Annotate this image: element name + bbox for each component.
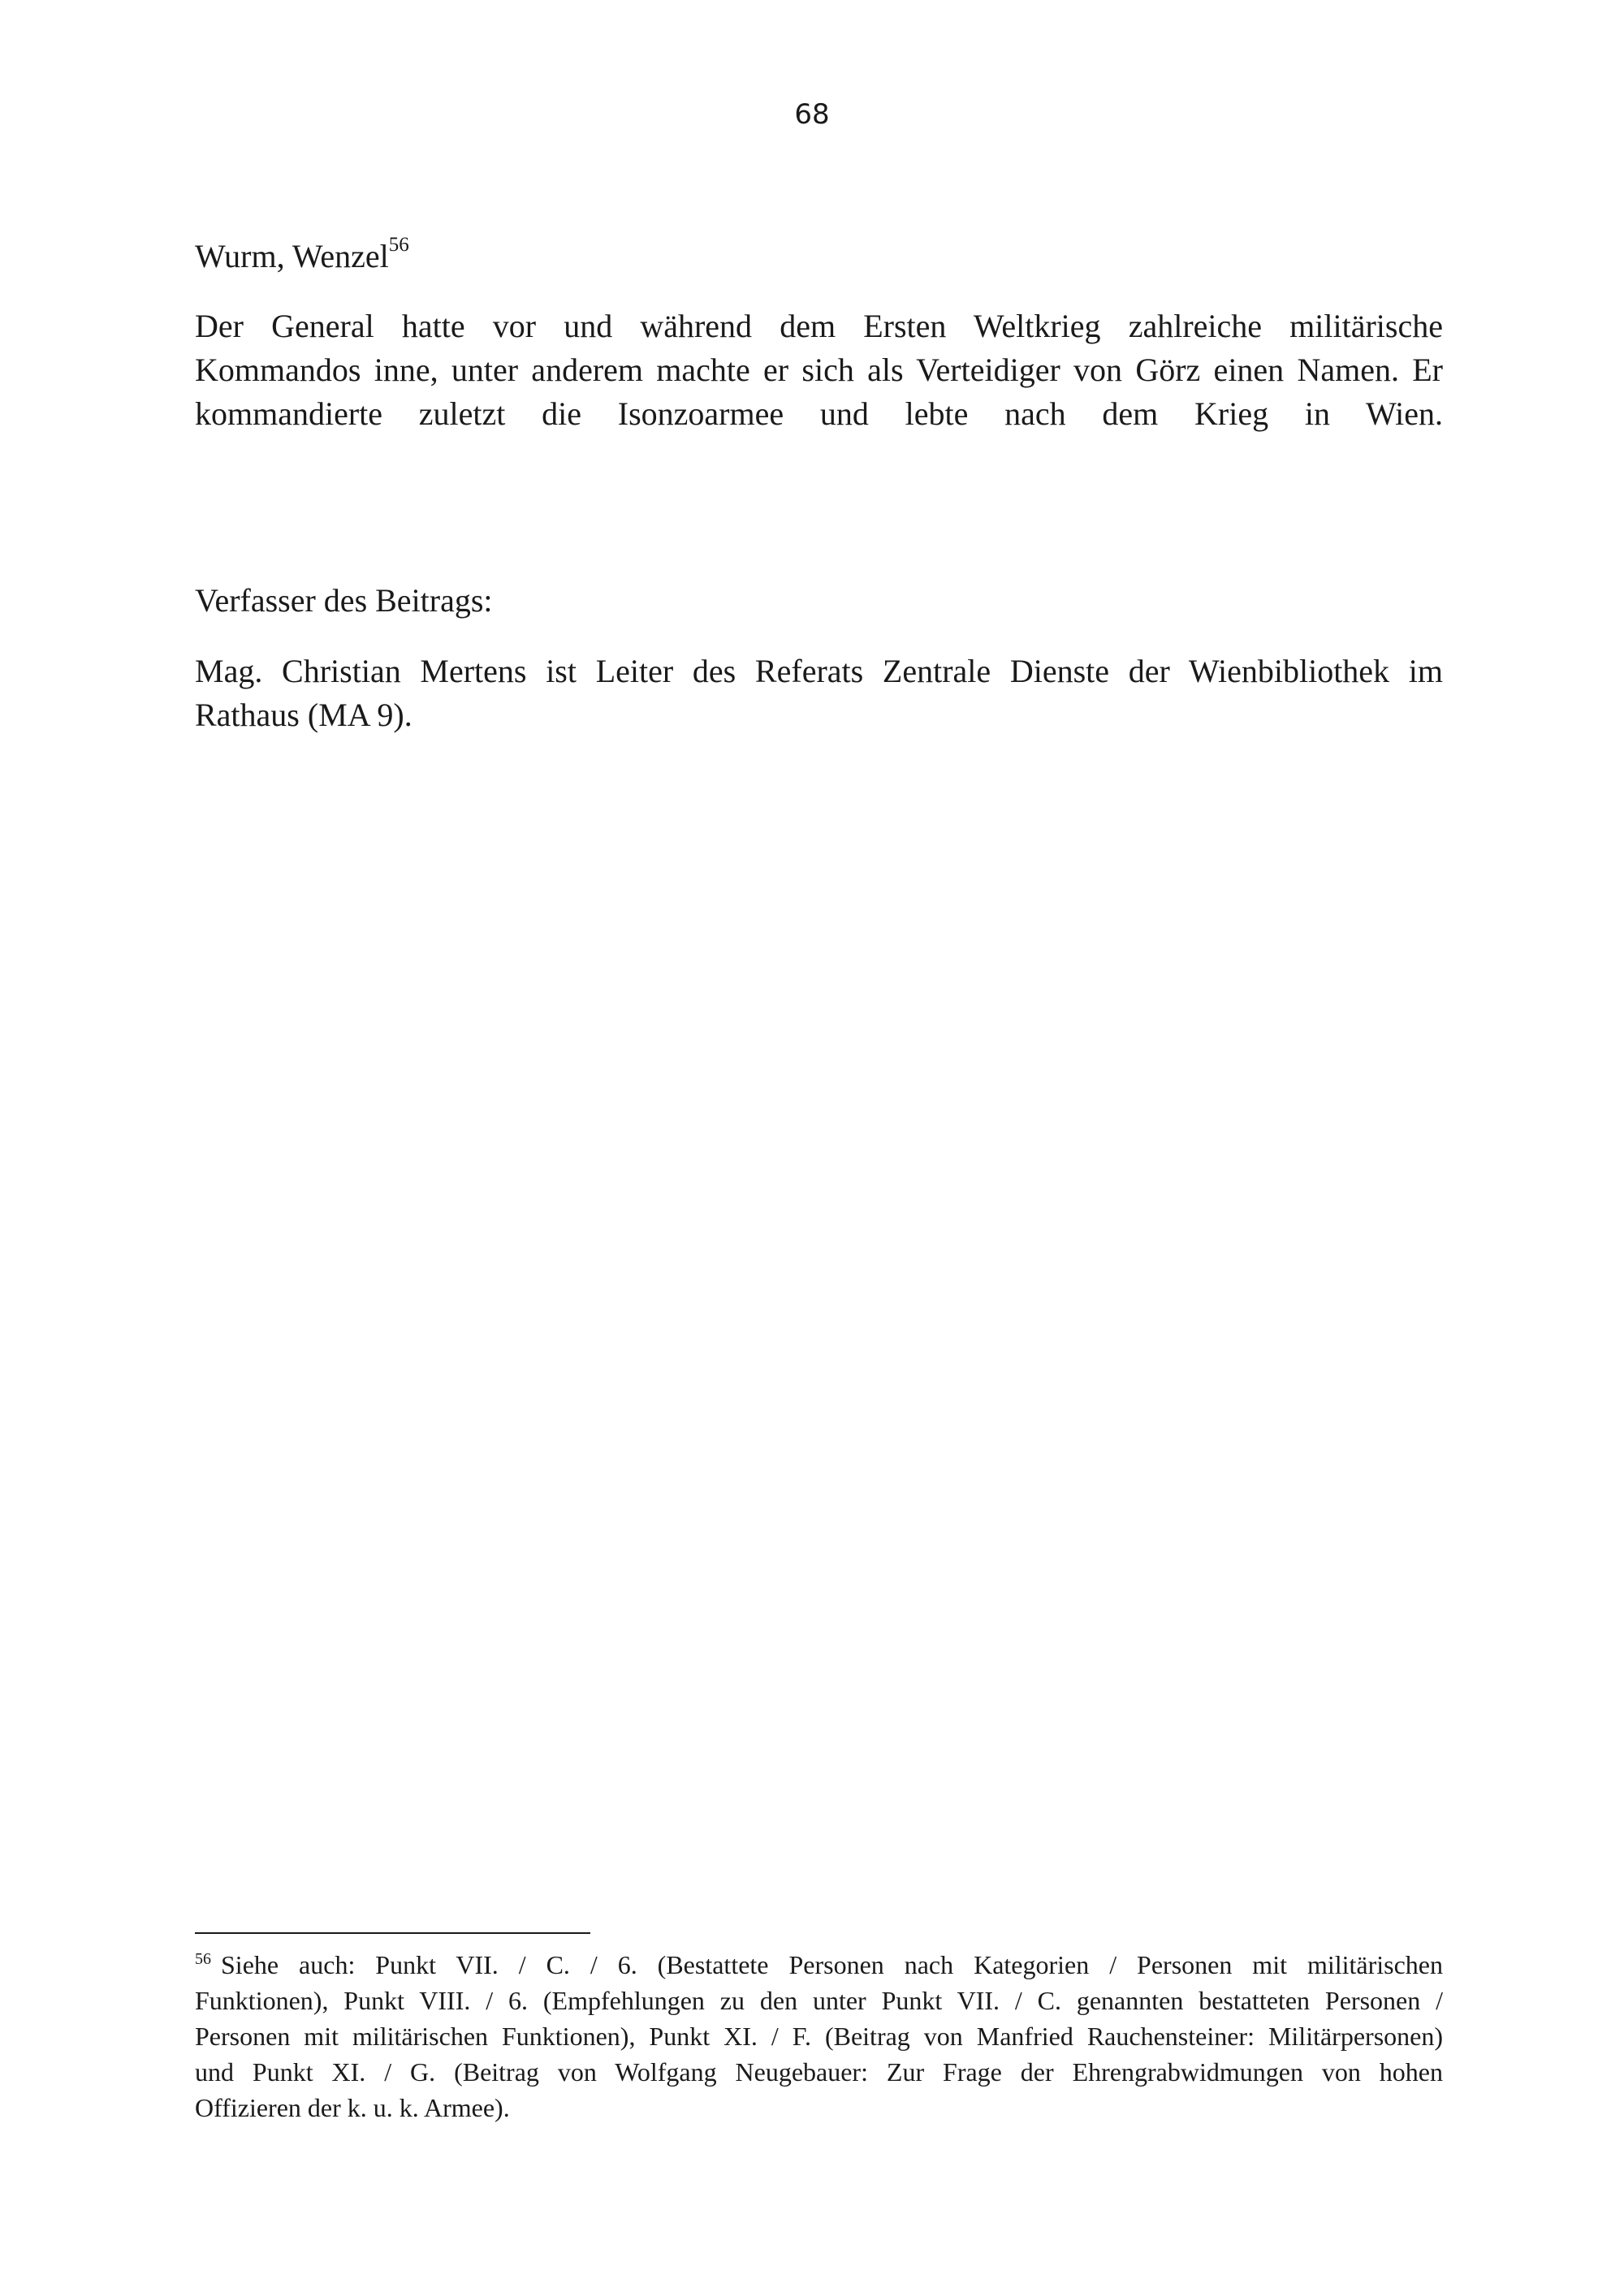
paragraph-line: Der General hatte vor und während dem Ersten Weltkrieg zahlreiche militärische xyxy=(195,308,1443,344)
footnote-reference[interactable]: 56 xyxy=(388,233,409,256)
paragraph-line: Rathaus (MA 9). xyxy=(195,697,412,733)
biography-paragraph xyxy=(195,304,1443,436)
footnote-56 xyxy=(195,1947,1443,2126)
footnote-line: Offizieren der k. u. k. Armee). xyxy=(195,2093,510,2122)
author-paragraph xyxy=(195,650,1443,737)
footnote-separator xyxy=(195,1932,590,1934)
paragraph-line: Kommandos inne, unter anderem machte er sich als Verteidiger von Görz einen Namen. Er xyxy=(195,352,1443,388)
page-number: 68 xyxy=(794,98,830,131)
heading-text: Wurm, Wenzel xyxy=(195,238,389,274)
section-heading-author: Verfasser des Beitrags: xyxy=(195,582,493,619)
paragraph-line: Mag. Christian Mertens ist Leiter des Referats Zentrale Dienste der Wienbibliothek im xyxy=(195,653,1443,689)
footnote-line-text: Siehe auch: Punkt VII. / C. / 6. (Bestattete Personen nach Kategorien / Personen mit militärischen xyxy=(221,1950,1443,1979)
section-heading-wurm xyxy=(195,235,409,278)
footnote-line: und Punkt XI. / G. (Beitrag von Wolfgang Neugebauer: Zur Frage der Ehrengrabwidmungen von hohen xyxy=(195,2057,1443,2087)
paragraph-line: kommandierte zuletzt die Isonzoarmee und lebte nach dem Krieg in Wien. xyxy=(195,395,1443,432)
footnote-line: Funktionen), Punkt VIII. / 6. (Empfehlungen zu den unter Punkt VII. / C. genannten bestatteten Personen / xyxy=(195,1986,1443,2015)
footnote-number: 56 xyxy=(195,1950,211,1969)
footnote-line xyxy=(195,1947,1443,1983)
footnote-line: Personen mit militärischen Funktionen), Punkt XI. / F. (Beitrag von Manfried Rauchensteiner: Militärpersonen) xyxy=(195,2022,1443,2051)
